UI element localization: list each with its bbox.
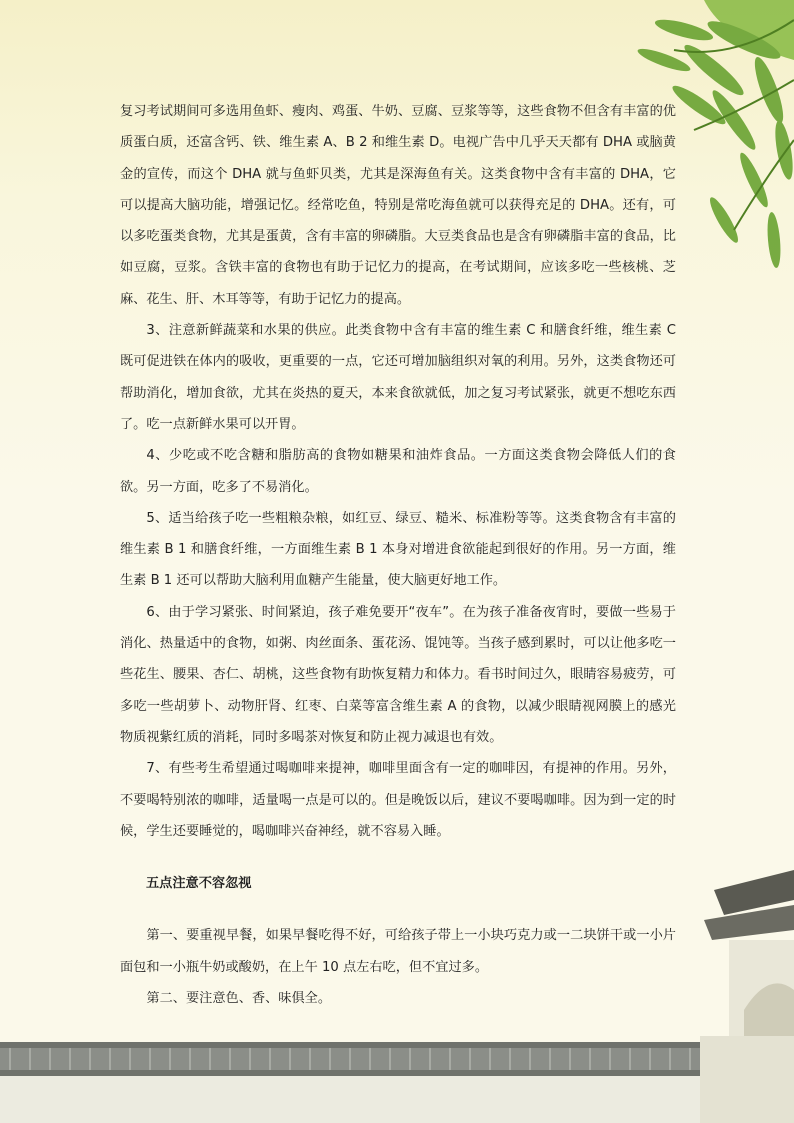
spacer bbox=[120, 899, 676, 920]
paragraph-item-7: 7、有些考生希望通过喝咖啡来提神，咖啡里面含有一定的咖啡因，有提神的作用。另外，不要喝特别浓的咖啡，适量喝一点是可以的。但是晚饭以后，建议不要喝咖啡。因为到一定的时候，学生还要睡觉的，喝咖啡兴奋神经，就不容易入睡。 bbox=[120, 761, 676, 839]
document-body bbox=[120, 96, 676, 1014]
paragraph-protein-foods: 复习考试期间可多选用鱼虾、瘦肉、鸡蛋、牛奶、豆腐、豆浆等等，这些食物不但含有丰富的优质蛋白质，还富含钙、铁、维生素 A、B 2 和维生素 D。电视广告中几乎天天都有 DHA 或脑黄金的宣传，而这个 DHA 就与鱼虾贝类，尤其是深海鱼有关。这类食物中含有丰富的 DHA，它可以提高大脑功能，增强记忆。经常吃鱼，特别是常吃海鱼就可以获得充足的 DHA。还有，可以多吃蛋类食物，尤其是蛋黄，含有丰富的卵磷脂。大豆类食品也是含有卵磷脂丰富的食品，比如豆腐，豆浆。含铁丰富的食物也有助于记忆力的提高，在考试期间，应该多吃一些核桃、芝麻、花生、肝、木耳等等，有助于记忆力的提高。 bbox=[120, 104, 676, 307]
paragraph-item-3: 3、注意新鲜蔬菜和水果的供应。此类食物中含有丰富的维生素 C 和膳食纤维，维生素 C 既可促进铁在体内的吸收，更重要的一点，它还可增加脑组织对氧的利用。另外，这类食物还可帮助消化，增加食欲，尤其在炎热的夏天，本来食欲就低，加之复习考试紧张，就更不想吃东西了。吃一点新鲜水果可以开胃。 bbox=[120, 323, 676, 432]
paragraph-item-5: 5、适当给孩子吃一些粗粮杂粮，如红豆、绿豆、糙米、标准粉等等。这类食物含有丰富的维生素 B 1 和膳食纤维，一方面维生素 B 1 本身对增进食欲能起到很好的作用。另一方面，维生素 B 1 还可以帮助大脑利用血糖产生能量，使大脑更好地工作。 bbox=[120, 510, 676, 589]
paragraph-item-6: 6、由于学习紧张、时间紧迫，孩子难免要开“夜车”。在为孩子准备夜宵时，要做一些易于消化、热量适中的食物，如粥、肉丝面条、蛋花汤、馄饨等。当孩子感到累时，可以让他多吃一些花生、腰果、杏仁、胡桃，这些食物有助恢复精力和体力。看书时间过久，眼睛容易疲劳，可多吃一些胡萝卜、动物肝肾、红枣、白菜等富含维生素 A 的食物，以减少眼睛视网膜上的感光物质视紫红质的消耗，同时多喝茶对恢复和防止视力减退也有效。 bbox=[120, 604, 676, 745]
spacer bbox=[120, 847, 676, 868]
paragraph-first-point: 第一、要重视早餐，如果早餐吃得不好，可给孩子带上一小块巧克力或一二块饼干或一小片面包和一小瓶牛奶或酸奶，在上午 10 点左右吃，但不宜过多。 bbox=[120, 928, 676, 975]
wall-tiles-decoration bbox=[0, 1036, 794, 1123]
paragraph-item-4: 4、少吃或不吃含糖和脂肪高的食物如糖果和油炸食品。一方面这类食物会降低人们的食欲。另一方面，吃多了不易消化。 bbox=[120, 448, 676, 495]
section-heading: 五点注意不容忽视 bbox=[146, 876, 252, 892]
paragraph-second-point: 第二、要注意色、香、味俱全。 bbox=[146, 991, 332, 1007]
